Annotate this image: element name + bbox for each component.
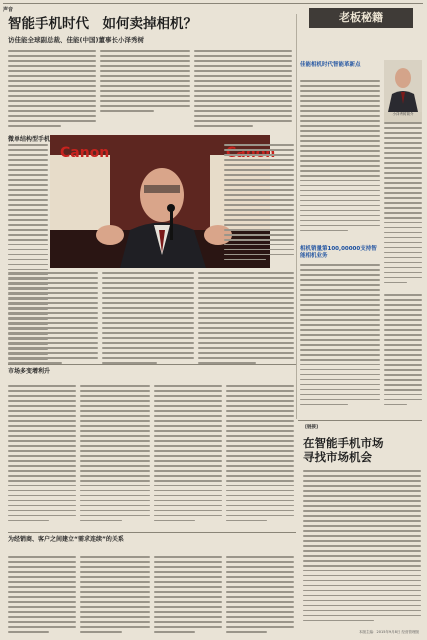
bottom-column-1 [8,556,76,636]
feature-body [303,470,421,626]
sidebar-text-bio [384,122,422,292]
feature-box-label: [链接] [305,425,319,430]
feature-title-text: 在智能手机市场 寻找市场机会 [303,436,384,464]
sidebar-text-3 [384,294,422,414]
section-heading-2: 市场多变增利升 [8,368,51,375]
lower-column-1 [8,385,76,530]
sidebar-rule [298,420,422,421]
feature-title [303,436,384,464]
column-kicker: 老板秘籍 [309,8,413,28]
sidebar-heading-1: 佳能相机时代智能革新点 [300,62,361,68]
bottom-column-3 [154,556,222,636]
lower-column-2 [80,385,150,530]
body-column-3 [198,272,294,368]
headline: 智能手机时代 如何卖掉相机？ [8,16,197,32]
canon-sign-left: Canon [60,145,110,161]
portrait-caption: 小泽秀树简介 [392,112,414,116]
subhead: 访佳能全球副总裁、佳能(中国)董事长小泽秀树 [8,36,144,44]
body-column-1 [8,272,98,368]
body-column-2 [102,272,194,368]
column-tag: 声音 [3,7,14,13]
section-heading-3: 为经销商、客户之间建立“需求连续”的关系 [8,536,124,543]
sidebar-text-1 [300,80,380,240]
right-mid-column [224,144,294,268]
bottom-column-4 [226,556,294,636]
bottom-column-2 [80,556,150,636]
intro-column-2 [100,50,190,130]
lower-column-4 [226,385,294,530]
section-rule-lower [8,364,296,365]
lower-column-3 [154,385,222,530]
column-rule-main [296,14,297,419]
portrait-illustration [384,60,422,112]
page-footer: 本版主编：2015年9月8日 经营管理版 [359,630,419,634]
intro-column-1 [8,50,96,130]
section-heading-1: 微单结构型手机 [8,136,51,143]
sidebar-heading-2: 相机销量第100,00000支持智能相机业务 [300,246,377,259]
sidebar-text-2 [300,264,380,414]
intro-column-3 [194,50,292,130]
section-rule-bottom [8,532,296,533]
